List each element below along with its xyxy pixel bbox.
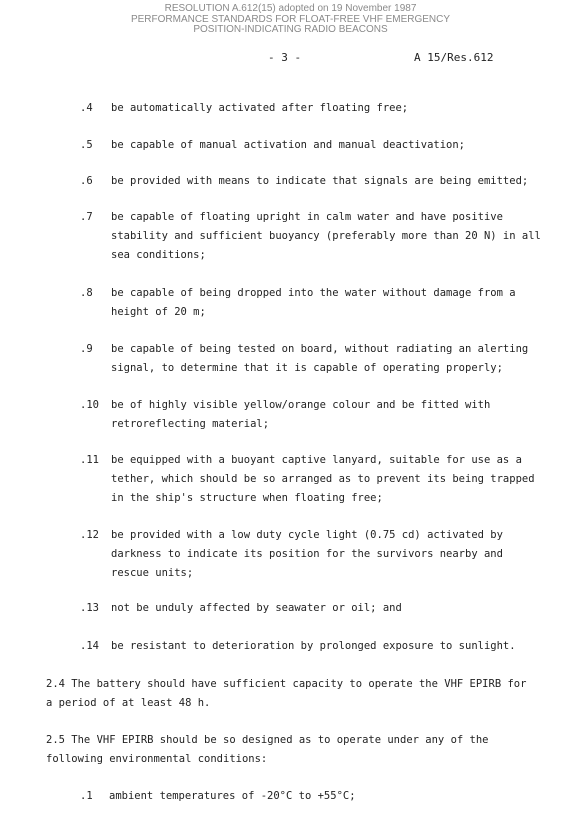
item-text: be capable of manual activation and manual deactivation; xyxy=(111,139,466,151)
sub-item-text: ambient temperatures of -20°C to +55°C; xyxy=(109,790,356,802)
paragraph-2-5: 2.5 The VHF EPIRB should be so designed as to operate under any of the following environmental conditions: xyxy=(46,734,489,765)
item-text: be capable of being dropped into the water without damage from a height of 20 m; xyxy=(111,287,516,318)
item-number: .6 xyxy=(80,175,93,187)
item-text: be capable of floating upright in calm water and have positive stability and sufficient buoyancy (preferably more than 20 N) in all sea conditions; xyxy=(111,211,541,261)
item-number: .7 xyxy=(80,211,93,223)
header-line-3: POSITION-INDICATING RADIO BEACONS xyxy=(193,24,388,35)
header-line-2: PERFORMANCE STANDARDS FOR FLOAT-FREE VHF EMERGENCY xyxy=(130,13,451,25)
paragraph-2-4: 2.4 The battery should have sufficient capacity to operate the VHF EPIRB for a period of at least 48 h. xyxy=(46,678,527,709)
item-text: be provided with a low duty cycle light (0.75 cd) activated by darkness to indicate its position for the survivors nearby and rescue units; xyxy=(111,529,503,579)
item-text: be equipped with a buoyant captive lanyard, suitable for use as a tether, which should be so arranged as to prevent its being trapped in the ship's structure when floating free; xyxy=(111,454,535,504)
item-number: .14 xyxy=(80,640,99,652)
item-number: .9 xyxy=(80,343,93,355)
item-text: be automatically activated after floating free; xyxy=(111,102,409,114)
page-number: - 3 - xyxy=(268,51,302,64)
header-line-1: RESOLUTION A.612(15) adopted on 19 November 1987 xyxy=(164,3,417,14)
item-number: .13 xyxy=(80,602,99,614)
document-reference: A 15/Res.612 xyxy=(414,51,494,64)
item-text: be provided with means to indicate that signals are being emitted; xyxy=(111,175,529,187)
item-number: .5 xyxy=(80,139,93,151)
document-header xyxy=(0,4,581,36)
item-text: not be unduly affected by seawater or oil; and xyxy=(111,602,402,614)
item-text: be of highly visible yellow/orange colour and be fitted with retroreflecting material; xyxy=(111,399,491,430)
item-text: be resistant to deterioration by prolonged exposure to sunlight. xyxy=(111,640,516,652)
sub-item-number: .1 xyxy=(80,790,93,802)
item-text: be capable of being tested on board, without radiating an alerting signal, to determine that it is capable of operating properly; xyxy=(111,343,529,374)
item-number: .4 xyxy=(80,102,93,114)
item-number: .12 xyxy=(80,529,99,541)
item-number: .11 xyxy=(80,454,99,466)
item-number: .10 xyxy=(80,399,99,411)
item-number: .8 xyxy=(80,287,93,299)
